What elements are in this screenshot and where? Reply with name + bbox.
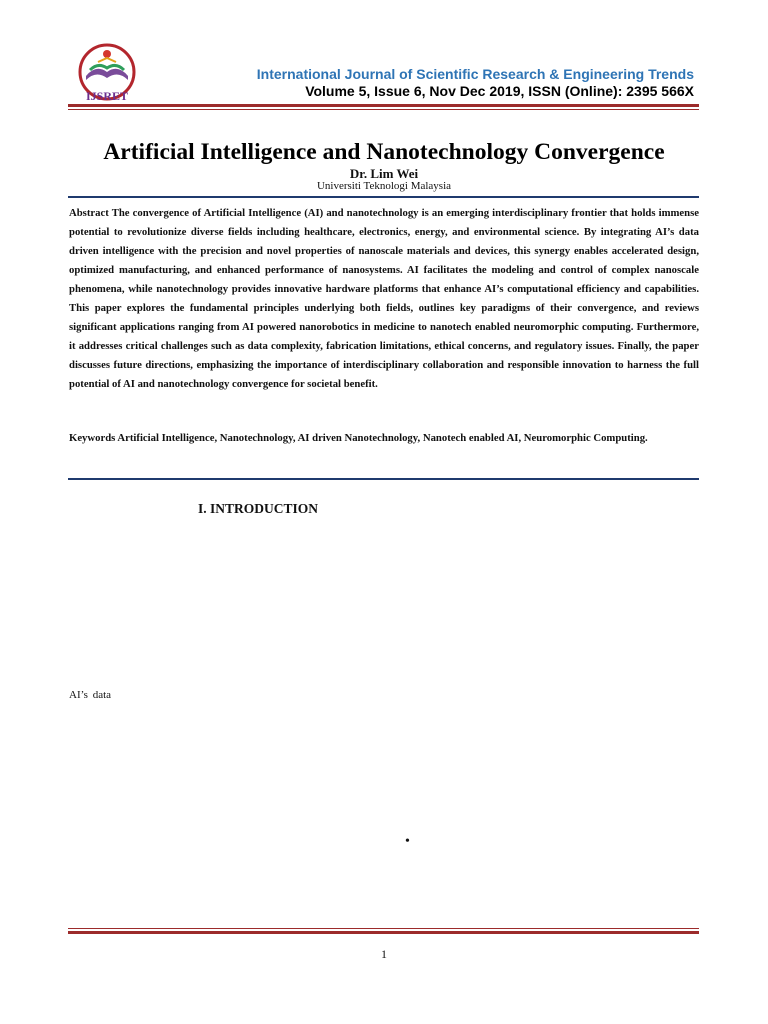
paper-title: Artificial Intelligence and Nanotechnology Convergence bbox=[103, 139, 665, 165]
header-rule-thin bbox=[68, 109, 699, 110]
bullet-point: • bbox=[405, 834, 410, 849]
journal-logo bbox=[72, 42, 142, 106]
abstract-top-divider bbox=[68, 196, 699, 198]
logo-text: IJSRET bbox=[85, 89, 129, 103]
author-name: Dr. Lim Wei bbox=[349, 166, 419, 181]
abstract-bottom-divider bbox=[68, 478, 699, 480]
footer-rule-thick bbox=[68, 931, 699, 934]
author-affiliation: Universiti Teknologi Malaysia bbox=[316, 180, 452, 192]
abstract-paragraph: Abstract The convergence of Artificial Intelligence (AI) and nanotechnology is an emerging interdisciplinary frontier that holds immense potential to revolutionize diverse fields including healthcare, electronics, energy, and environmental science. By integrating AI’s data driven intelligence with the precision and novel properties of nanoscale materials and devices, this synergy enables accelerated design, optimized manufacturing, and enhanced performance of nanosystems. AI facilitates the modeling and control of complex nanoscale phenomena, while nanotechnology provides innovative hardware platforms that enhance AI’s computational efficiency and capabilities. This paper explores the fundamental principles underlying both fields, outlines key paradigms of their convergence, and reviews significant applications ranging from AI powered nanorobotics in medicine to nanotech enabled neuromorphic computing. Furthermore, it addresses critical challenges such as data complexity, fabrication limitations, ethical concerns, and regulatory issues. Finally, the paper discusses future directions, emphasizing the importance of interdisciplinary collaboration and responsible innovation to harness the full potential of AI and nanotechnology convergence for societal benefit. bbox=[69, 207, 699, 390]
keywords-paragraph: Keywords Artificial Intelligence, Nanotechnology, AI driven Nanotechnology, Nanotech enabled AI, Neuromorphic Computing. bbox=[69, 432, 648, 444]
body-text-fragment: AI’s data bbox=[69, 689, 112, 701]
header-rule-thick bbox=[68, 104, 699, 107]
journal-meta: Volume 5, Issue 6, Nov Dec 2019, ISSN (Online): 2395 566X bbox=[305, 83, 694, 99]
page-number: 1 bbox=[381, 947, 387, 961]
footer-rule-thin bbox=[68, 928, 699, 929]
journal-name: International Journal of Scientific Research & Engineering Trends bbox=[256, 66, 694, 82]
section-heading-introduction: I. INTRODUCTION bbox=[198, 501, 319, 516]
